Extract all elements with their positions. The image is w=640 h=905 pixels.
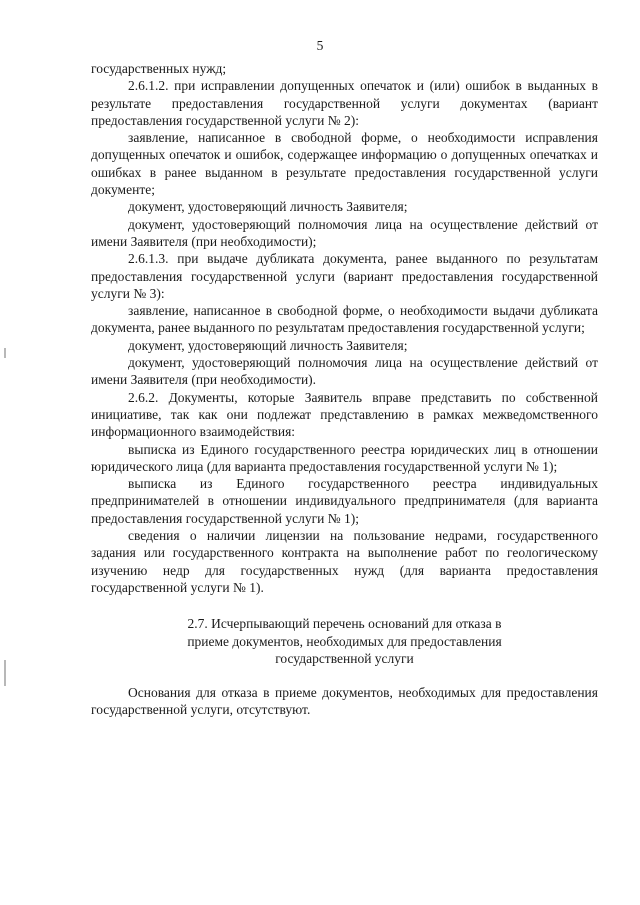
paragraph: документ, удостоверяющий полномочия лица на осуществление действий от имени Заявителя (при необходимости); <box>91 216 598 249</box>
paragraph: выписка из Единого государственного реестра юридических лиц в отношении юридического лица (для варианта предоставления государственной услуги № 1); <box>91 441 598 474</box>
section-heading-line: приеме документов, необходимых для предоставления <box>187 633 502 649</box>
section-heading-line: государственной услуги <box>275 650 414 666</box>
paragraph: 2.6.1.3. при выдаче дубликата документа, ранее выданного по результатам предоставления государственной услуги (вариант предоставления государственной услуги № 3): <box>91 251 598 301</box>
paragraph: документ, удостоверяющий личность Заявителя; <box>128 337 408 353</box>
section-heading-line: 2.7. Исчерпывающий перечень оснований для отказа в <box>187 616 502 632</box>
section-heading <box>91 615 598 667</box>
margin-mark <box>4 660 6 686</box>
document-body <box>91 60 598 719</box>
paragraph: государственных нужд; <box>91 61 227 76</box>
paragraph: документ, удостоверяющий полномочия лица на осуществление действий от имени Заявителя (при необходимости). <box>91 355 598 388</box>
margin-mark <box>4 348 6 358</box>
paragraph: выписка из Единого государственного реестра индивидуальных предпринимателей в отношении индивидуального предпринимателя (для варианта предоставления государственной услуги № 1); <box>91 476 598 526</box>
paragraph: 2.6.1.2. при исправлении допущенных опечаток и (или) ошибок в выданных в результате предоставления государственной услуги документах (вариант предоставления государственной услуги № 2): <box>91 78 598 128</box>
closing-paragraph: Основания для отказа в приеме документов, необходимых для предоставления государственной услуги, отсутствуют. <box>91 685 598 718</box>
paragraph: 2.6.2. Документы, которые Заявитель вправе представить по собственной инициативе, так как они подлежат представлению в рамках межведомственного информационного взаимодействия: <box>91 389 598 440</box>
paragraph: сведения о наличии лицензии на пользование недрами, государственного задания или государственного контракта на выполнение работ по геологическому изучению недр для государственных нужд (для варианта предоставления государственной услуги № 1). <box>91 528 598 595</box>
paragraph: заявление, написанное в свободной форме, о необходимости исправления допущенных опечаток и ошибок, содержащее информацию о допущенных опечатках и ошибках в ранее выданном в результате предоставления государственной услуги документе; <box>91 130 598 198</box>
paragraph: документ, удостоверяющий личность Заявителя; <box>128 199 408 215</box>
page-number: 5 <box>316 38 324 53</box>
paragraph: заявление, написанное в свободной форме, о необходимости выдачи дубликата документа, ранее выданного по результатам предоставления государственной услуги; <box>91 303 598 336</box>
